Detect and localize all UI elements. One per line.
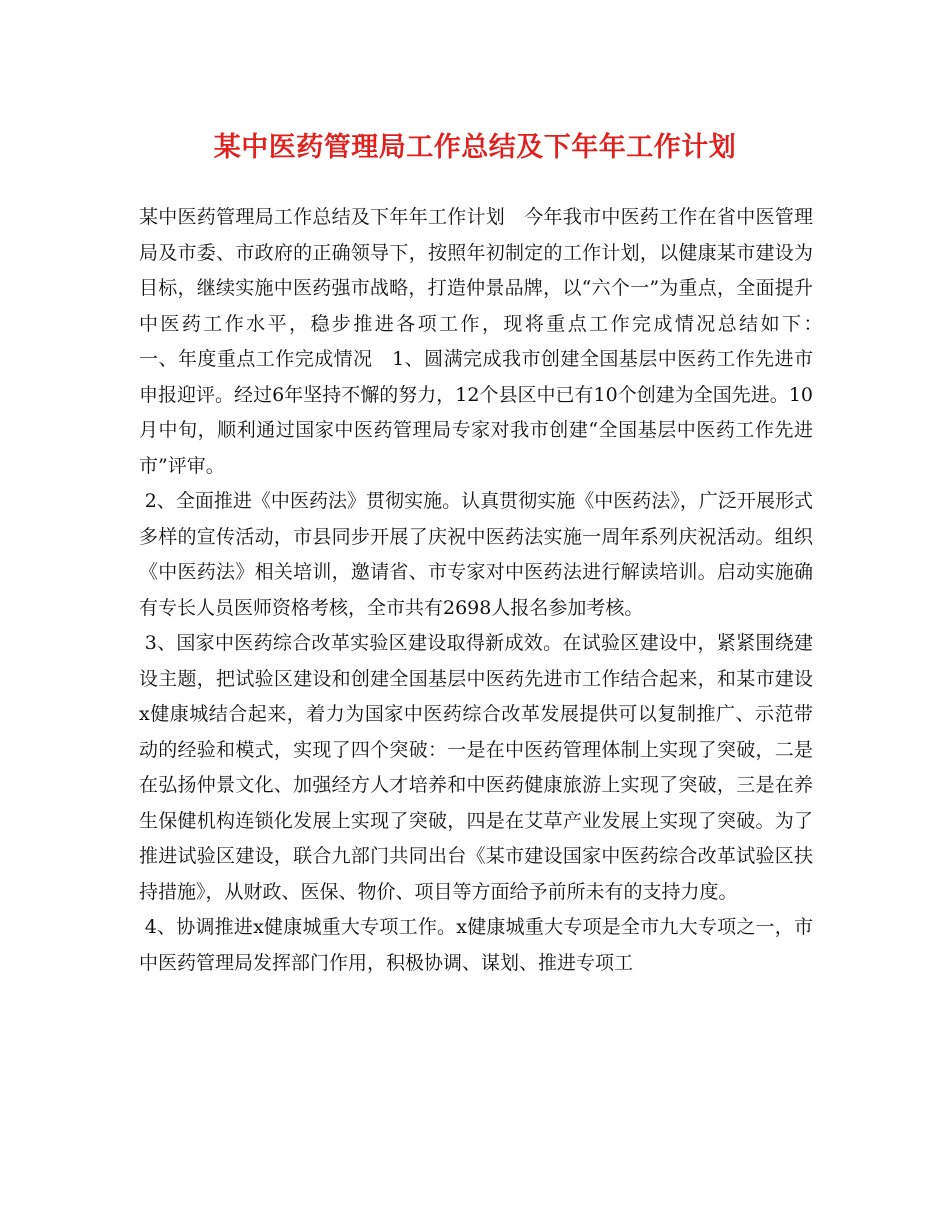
paragraph-item-2: 2、全面推进《中医药法》贯彻实施。认真贯彻实施《中医药法》，广泛开展形式多样的宣传活动，市县同步开展了庆祝中医药法实施一周年系列庆祝活动。组织《中医药法》相关培训，邀请省、市专家对中医药法进行解读培训。启动实施确有专长人员医师资格考核，全市共有2698人报名参加考核。	[139, 490, 813, 619]
document-body	[139, 200, 852, 981]
paragraph-intro: 某中医药管理局工作总结及下年年工作计划 今年我市中医药工作在省中医管理局及市委、市政府的正确领导下，按照年初制定的工作计划，以健康某市建设为目标，继续实施中医药强市战略，打造仲景品牌，以“六个一”为重点，全面提升中医药工作水平，稳步推进各项工作，现将重点工作完成情况总结如下： 一、年度重点工作完成情况 1、圆满完成我市创建全国基层中医药工作先进市申报迎评。经过6年坚持不懈的努力，12个县区中已有10个创建为全国先进。10月中旬，顺利通过国家中医药管理局专家对我市创建“全国基层中医药工作先进市”评审。	[139, 206, 852, 477]
paragraph-item-3: 3、国家中医药综合改革实验区建设取得新成效。在试验区建设中，紧紧围绕建设主题，把试验区建设和创建全国基层中医药先进市工作结合起来，和某市建设x健康城结合起来，着力为国家中医药综合改革发展提供可以复制推广、示范带动的经验和模式，实现了四个突破：一是在中医药管理体制上实现了突破，二是在弘扬仲景文化、加强经方人才培养和中医药健康旅游上实现了突破，三是在养生保健机构连锁化发展上实现了突破，四是在艾草产业发展上实现了突破。为了推进试验区建设，联合九部门共同出台《某市建设国家中医药综合改革试验区扶持措施》，从财政、医保、物价、项目等方面给予前所未有的支持力度。	[139, 632, 813, 903]
paragraph-item-4: 4、协调推进x健康城重大专项工作。x健康城重大专项是全市九大专项之一，市中医药管理局发挥部门作用，积极协调、谋划、推进专项工	[139, 916, 813, 974]
document-title: 某中医药管理局工作总结及下年年工作计划	[213, 132, 737, 163]
